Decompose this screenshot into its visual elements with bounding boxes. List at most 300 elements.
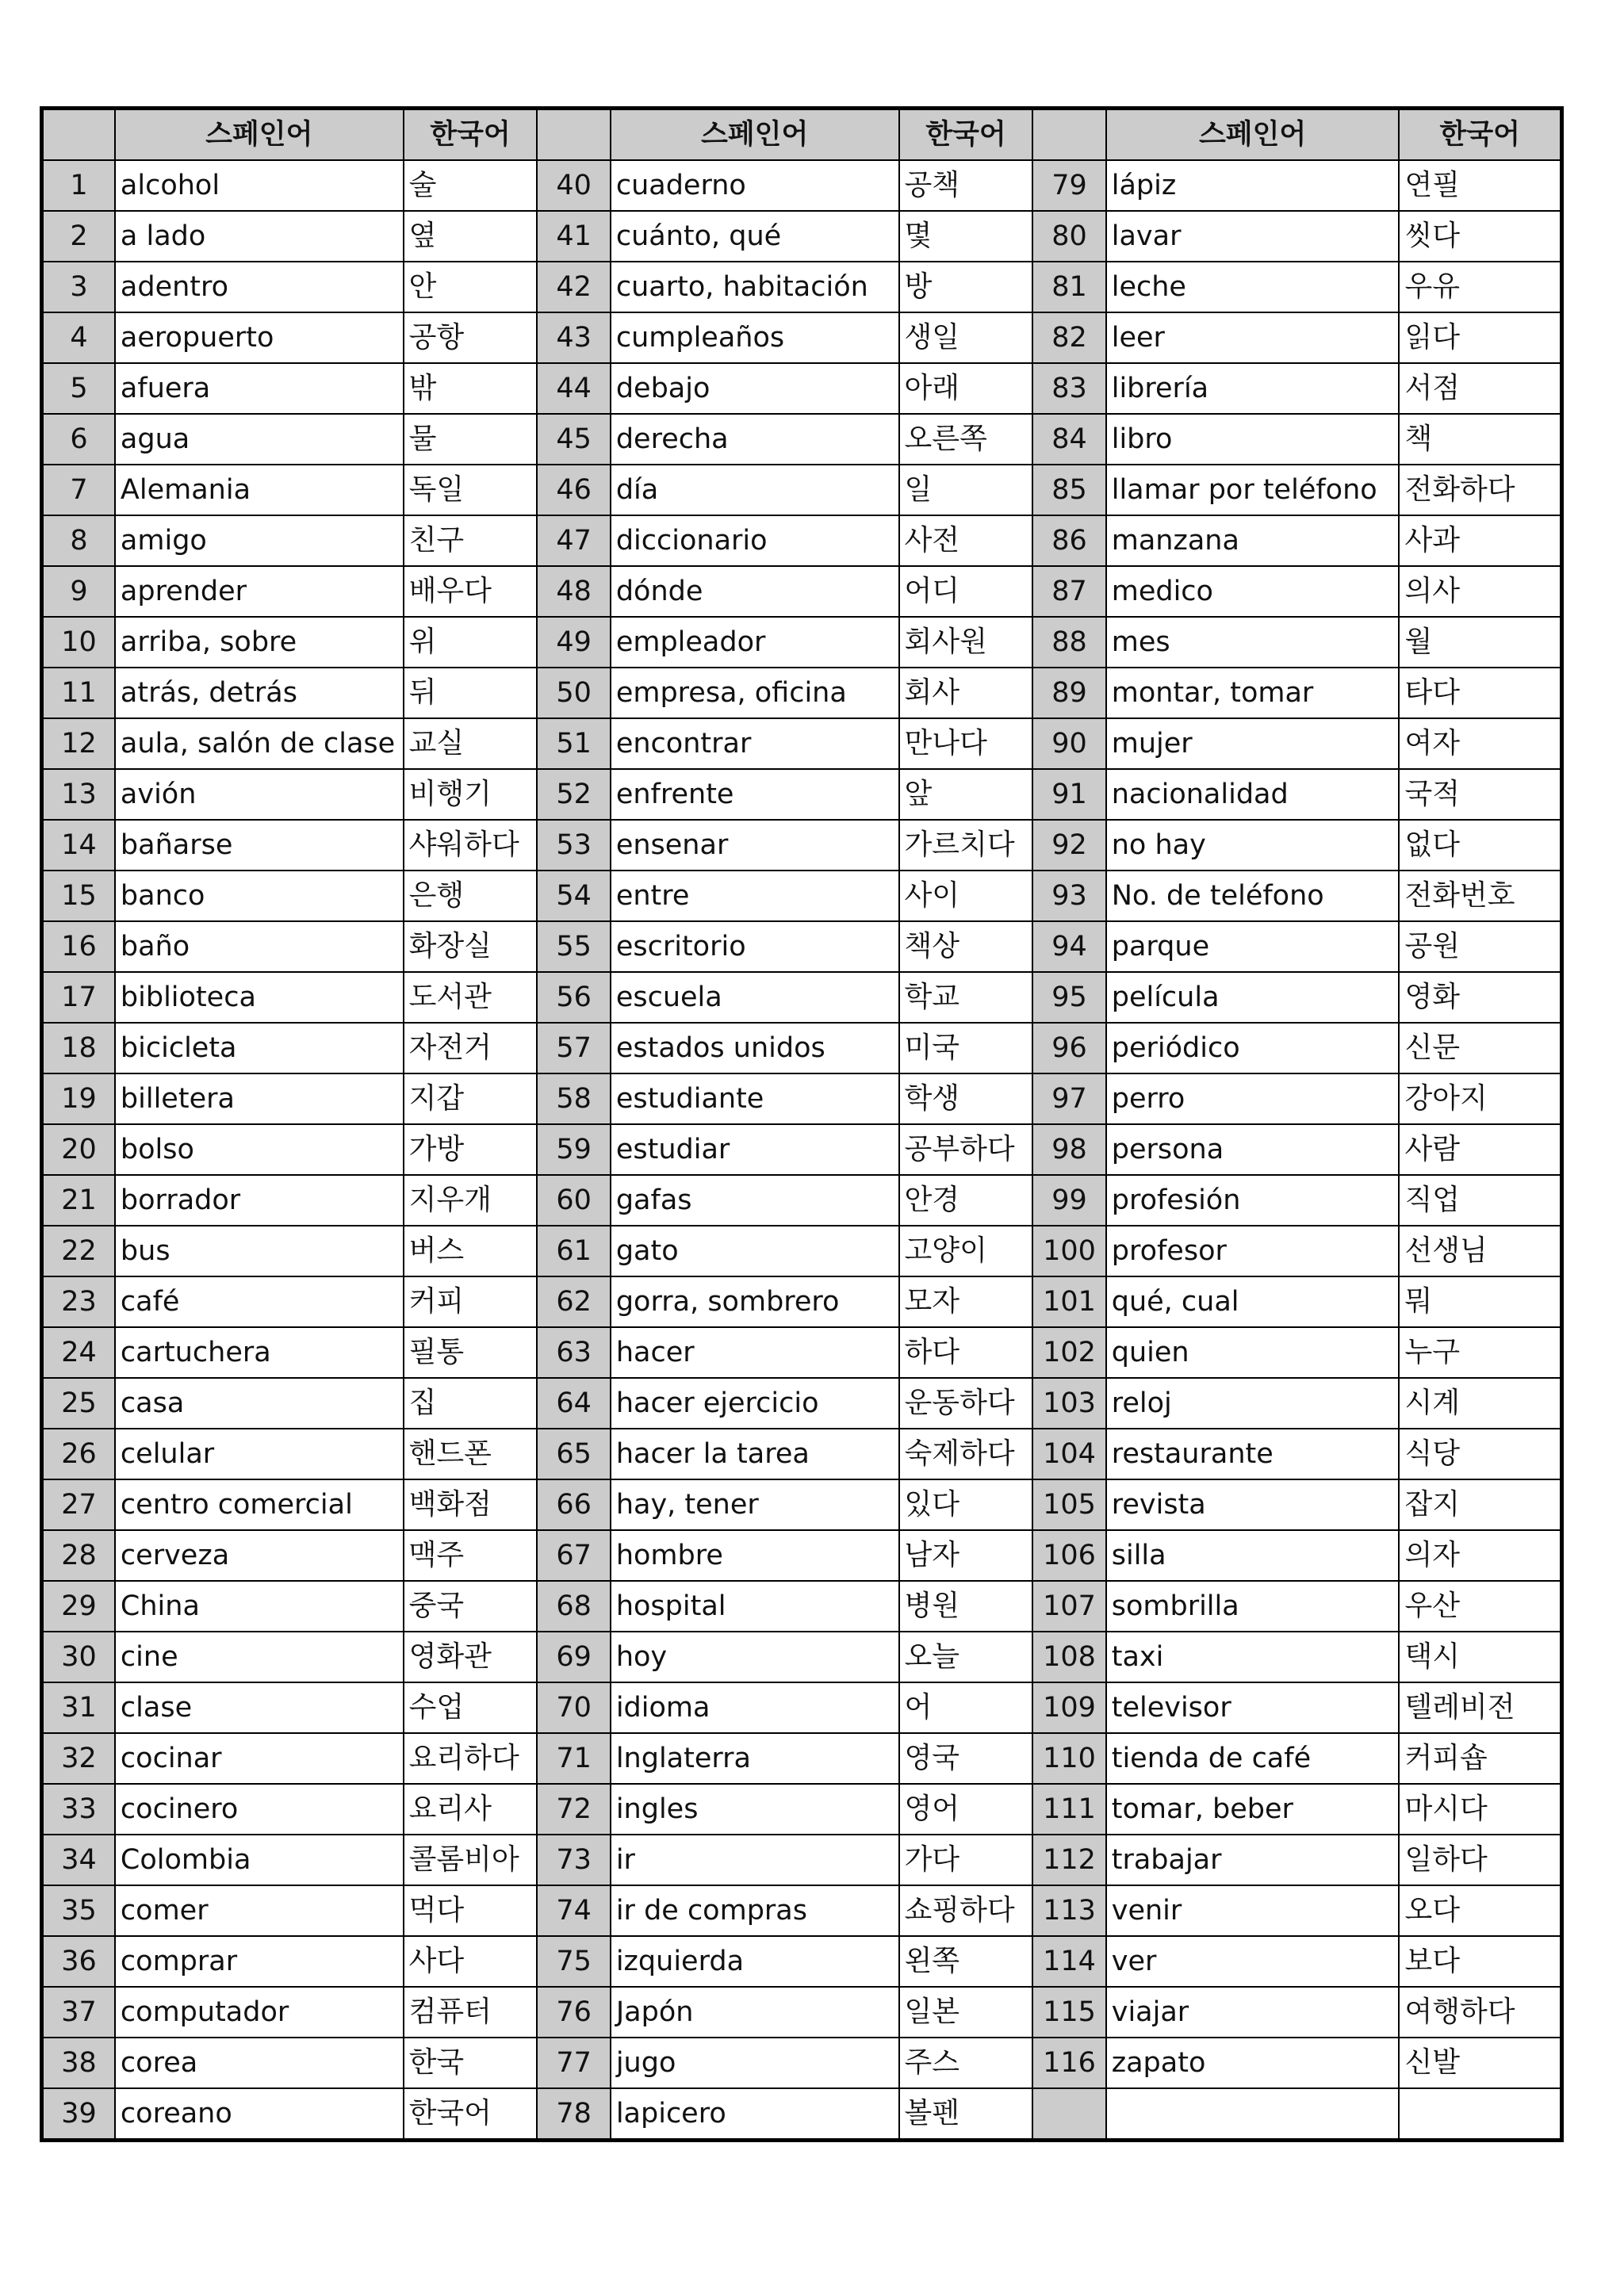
korean-word-cell: 만나다 xyxy=(899,718,1033,769)
entry-number-cell: 111 xyxy=(1032,1784,1105,1835)
spanish-word-cell: cuarto, habitación xyxy=(611,262,899,312)
korean-word-cell: 공항 xyxy=(404,312,538,363)
entry-number-cell: 65 xyxy=(537,1429,610,1479)
spanish-word-cell: silla xyxy=(1106,1530,1400,1581)
spanish-word-cell: cine xyxy=(115,1632,404,1682)
spanish-word-cell: banco xyxy=(115,871,404,921)
spanish-word-cell: estudiante xyxy=(611,1073,899,1124)
spanish-word-cell: parque xyxy=(1106,921,1400,972)
spanish-word-cell: computador xyxy=(115,1987,404,2038)
entry-number-cell: 16 xyxy=(42,921,115,972)
entry-number-cell: 109 xyxy=(1032,1682,1105,1733)
table-row xyxy=(42,668,1562,718)
entry-number-cell: 17 xyxy=(42,972,115,1023)
korean-word-cell: 먹다 xyxy=(404,1885,538,1936)
table-row xyxy=(42,1226,1562,1276)
spanish-word-cell: escuela xyxy=(611,972,899,1023)
korean-word-cell: 전화하다 xyxy=(1399,465,1561,515)
entry-number-cell: 100 xyxy=(1032,1226,1105,1276)
entry-number-cell: 49 xyxy=(537,617,610,668)
entry-number-cell: 71 xyxy=(537,1733,610,1784)
table-row xyxy=(42,871,1562,921)
spanish-word-cell: corea xyxy=(115,2038,404,2088)
korean-word-cell: 백화점 xyxy=(404,1479,538,1530)
korean-word-cell: 커피숍 xyxy=(1399,1733,1561,1784)
spanish-word-cell: periódico xyxy=(1106,1023,1400,1073)
korean-word-cell: 미국 xyxy=(899,1023,1033,1073)
spanish-word-cell: bañarse xyxy=(115,820,404,871)
korean-word-cell: 회사원 xyxy=(899,617,1033,668)
entry-number-cell: 43 xyxy=(537,312,610,363)
entry-number-cell: 90 xyxy=(1032,718,1105,769)
entry-number-cell: 104 xyxy=(1032,1429,1105,1479)
korean-word-cell: 택시 xyxy=(1399,1632,1561,1682)
korean-word-cell: 방 xyxy=(899,262,1033,312)
entry-number-cell: 67 xyxy=(537,1530,610,1581)
korean-word-cell: 없다 xyxy=(1399,820,1561,871)
spanish-word-cell: aeropuerto xyxy=(115,312,404,363)
entry-number-cell: 99 xyxy=(1032,1175,1105,1226)
spanish-word-cell: cuánto, qué xyxy=(611,211,899,262)
spanish-word-cell: alcohol xyxy=(115,160,404,211)
spanish-word-cell: libro xyxy=(1106,414,1400,465)
spanish-word-cell: aula, salón de clase xyxy=(115,718,404,769)
entry-number-cell: 19 xyxy=(42,1073,115,1124)
entry-number-cell: 86 xyxy=(1032,515,1105,566)
spanish-word-cell: casa xyxy=(115,1378,404,1429)
entry-number-cell: 42 xyxy=(537,262,610,312)
entry-number-cell: 88 xyxy=(1032,617,1105,668)
vocabulary-table xyxy=(40,106,1564,2142)
entry-number-cell: 82 xyxy=(1032,312,1105,363)
spanish-word-cell: librería xyxy=(1106,363,1400,414)
korean-word-cell: 의자 xyxy=(1399,1530,1561,1581)
entry-number-cell: 1 xyxy=(42,160,115,211)
korean-word-cell: 필통 xyxy=(404,1327,538,1378)
table-header xyxy=(42,109,1562,161)
spanish-word-cell: viajar xyxy=(1106,1987,1400,2038)
spanish-word-cell: lnglaterra xyxy=(611,1733,899,1784)
korean-word-cell: 배우다 xyxy=(404,566,538,617)
korean-word-cell: 교실 xyxy=(404,718,538,769)
spanish-word-cell: dónde xyxy=(611,566,899,617)
spanish-word-cell: a lado xyxy=(115,211,404,262)
korean-word-cell: 사람 xyxy=(1399,1124,1561,1175)
entry-number-cell: 116 xyxy=(1032,2038,1105,2088)
header-korean-cell: 한국어 xyxy=(404,109,538,161)
korean-word-cell: 시계 xyxy=(1399,1378,1561,1429)
korean-word-cell: 컴퓨터 xyxy=(404,1987,538,2038)
entry-number-cell: 12 xyxy=(42,718,115,769)
entry-number-cell: 9 xyxy=(42,566,115,617)
korean-word-cell: 어 xyxy=(899,1682,1033,1733)
korean-word-cell: 안 xyxy=(404,262,538,312)
korean-word-cell: 월 xyxy=(1399,617,1561,668)
entry-number-cell: 70 xyxy=(537,1682,610,1733)
entry-number-cell: 53 xyxy=(537,820,610,871)
spanish-word-cell: No. de teléfono xyxy=(1106,871,1400,921)
korean-word-cell: 지우개 xyxy=(404,1175,538,1226)
korean-word-cell: 전화번호 xyxy=(1399,871,1561,921)
entry-number-cell: 110 xyxy=(1032,1733,1105,1784)
korean-word-cell: 영화관 xyxy=(404,1632,538,1682)
entry-number-cell: 78 xyxy=(537,2088,610,2141)
spanish-word-cell: hay, tener xyxy=(611,1479,899,1530)
entry-number-cell: 84 xyxy=(1032,414,1105,465)
entry-number-cell: 29 xyxy=(42,1581,115,1632)
entry-number-cell: 13 xyxy=(42,769,115,820)
spanish-word-cell: reloj xyxy=(1106,1378,1400,1429)
table-row xyxy=(42,1073,1562,1124)
spanish-word-cell: diccionario xyxy=(611,515,899,566)
korean-word-cell: 신문 xyxy=(1399,1023,1561,1073)
korean-word-cell xyxy=(1399,2088,1561,2141)
korean-word-cell: 공부하다 xyxy=(899,1124,1033,1175)
korean-word-cell: 비행기 xyxy=(404,769,538,820)
korean-word-cell: 우유 xyxy=(1399,262,1561,312)
table-row xyxy=(42,617,1562,668)
spanish-word-cell: estudiar xyxy=(611,1124,899,1175)
korean-word-cell: 텔레비전 xyxy=(1399,1682,1561,1733)
entry-number-cell: 91 xyxy=(1032,769,1105,820)
korean-word-cell: 수업 xyxy=(404,1682,538,1733)
korean-word-cell: 쇼핑하다 xyxy=(899,1885,1033,1936)
entry-number-cell: 75 xyxy=(537,1936,610,1987)
entry-number-cell: 15 xyxy=(42,871,115,921)
korean-word-cell: 공원 xyxy=(1399,921,1561,972)
entry-number-cell: 93 xyxy=(1032,871,1105,921)
korean-word-cell: 밖 xyxy=(404,363,538,414)
spanish-word-cell: hoy xyxy=(611,1632,899,1682)
korean-word-cell: 타다 xyxy=(1399,668,1561,718)
spanish-word-cell: empleador xyxy=(611,617,899,668)
entry-number-cell: 89 xyxy=(1032,668,1105,718)
entry-number-cell: 61 xyxy=(537,1226,610,1276)
korean-word-cell: 서점 xyxy=(1399,363,1561,414)
spanish-word-cell: cuaderno xyxy=(611,160,899,211)
header-num-cell xyxy=(1032,109,1105,161)
spanish-word-cell: entre xyxy=(611,871,899,921)
spanish-word-cell: hacer ejercicio xyxy=(611,1378,899,1429)
korean-word-cell: 잡지 xyxy=(1399,1479,1561,1530)
spanish-word-cell: mes xyxy=(1106,617,1400,668)
korean-word-cell: 커피 xyxy=(404,1276,538,1327)
entry-number-cell: 28 xyxy=(42,1530,115,1581)
entry-number-cell: 80 xyxy=(1032,211,1105,262)
entry-number-cell: 6 xyxy=(42,414,115,465)
spanish-word-cell: venir xyxy=(1106,1885,1400,1936)
entry-number-cell: 108 xyxy=(1032,1632,1105,1682)
korean-word-cell: 중국 xyxy=(404,1581,538,1632)
korean-word-cell: 은행 xyxy=(404,871,538,921)
korean-word-cell: 사과 xyxy=(1399,515,1561,566)
spanish-word-cell: perro xyxy=(1106,1073,1400,1124)
entry-number-cell: 21 xyxy=(42,1175,115,1226)
spanish-word-cell: afuera xyxy=(115,363,404,414)
korean-word-cell: 병원 xyxy=(899,1581,1033,1632)
spanish-word-cell: medico xyxy=(1106,566,1400,617)
korean-word-cell: 씻다 xyxy=(1399,211,1561,262)
korean-word-cell: 물 xyxy=(404,414,538,465)
entry-number-cell: 95 xyxy=(1032,972,1105,1023)
table-row xyxy=(42,1581,1562,1632)
korean-word-cell: 하다 xyxy=(899,1327,1033,1378)
entry-number-cell: 26 xyxy=(42,1429,115,1479)
spanish-word-cell: película xyxy=(1106,972,1400,1023)
spanish-word-cell: montar, tomar xyxy=(1106,668,1400,718)
korean-word-cell: 연필 xyxy=(1399,160,1561,211)
entry-number-cell: 55 xyxy=(537,921,610,972)
table-row xyxy=(42,921,1562,972)
spanish-word-cell: cocinar xyxy=(115,1733,404,1784)
spanish-word-cell: coreano xyxy=(115,2088,404,2141)
spanish-word-cell: taxi xyxy=(1106,1632,1400,1682)
spanish-word-cell: adentro xyxy=(115,262,404,312)
korean-word-cell: 안경 xyxy=(899,1175,1033,1226)
entry-number-cell: 40 xyxy=(537,160,610,211)
korean-word-cell: 학생 xyxy=(899,1073,1033,1124)
korean-word-cell: 일본 xyxy=(899,1987,1033,2038)
korean-word-cell: 일 xyxy=(899,465,1033,515)
korean-word-cell: 요리사 xyxy=(404,1784,538,1835)
spanish-word-cell: día xyxy=(611,465,899,515)
table-row xyxy=(42,211,1562,262)
korean-word-cell: 고양이 xyxy=(899,1226,1033,1276)
entry-number-cell: 94 xyxy=(1032,921,1105,972)
entry-number-cell: 30 xyxy=(42,1632,115,1682)
korean-word-cell: 강아지 xyxy=(1399,1073,1561,1124)
korean-word-cell: 콜롬비아 xyxy=(404,1835,538,1885)
table-row xyxy=(42,1530,1562,1581)
spanish-word-cell: hacer la tarea xyxy=(611,1429,899,1479)
entry-number-cell: 76 xyxy=(537,1987,610,2038)
spanish-word-cell: baño xyxy=(115,921,404,972)
spanish-word-cell: televisor xyxy=(1106,1682,1400,1733)
spanish-word-cell: China xyxy=(115,1581,404,1632)
spanish-word-cell: lapicero xyxy=(611,2088,899,2141)
entry-number-cell: 60 xyxy=(537,1175,610,1226)
table-row xyxy=(42,566,1562,617)
entry-number-cell: 77 xyxy=(537,2038,610,2088)
entry-number-cell: 113 xyxy=(1032,1885,1105,1936)
korean-word-cell: 오른쪽 xyxy=(899,414,1033,465)
spanish-word-cell: arriba, sobre xyxy=(115,617,404,668)
entry-number-cell: 115 xyxy=(1032,1987,1105,2038)
table-row xyxy=(42,1429,1562,1479)
table-row xyxy=(42,312,1562,363)
entry-number-cell: 87 xyxy=(1032,566,1105,617)
spanish-word-cell: atrás, detrás xyxy=(115,668,404,718)
spanish-word-cell: ver xyxy=(1106,1936,1400,1987)
korean-word-cell: 여행하다 xyxy=(1399,1987,1561,2038)
spanish-word-cell: lápiz xyxy=(1106,160,1400,211)
spanish-word-cell: qué, cual xyxy=(1106,1276,1400,1327)
spanish-word-cell: encontrar xyxy=(611,718,899,769)
korean-word-cell: 가다 xyxy=(899,1835,1033,1885)
table-row xyxy=(42,1784,1562,1835)
table-row xyxy=(42,1378,1562,1429)
korean-word-cell: 어디 xyxy=(899,566,1033,617)
spanish-word-cell: debajo xyxy=(611,363,899,414)
spanish-word-cell: profesión xyxy=(1106,1175,1400,1226)
entry-number-cell: 52 xyxy=(537,769,610,820)
spanish-word-cell: leche xyxy=(1106,262,1400,312)
korean-word-cell: 한국어 xyxy=(404,2088,538,2141)
entry-number-cell: 22 xyxy=(42,1226,115,1276)
table-row xyxy=(42,414,1562,465)
table-row xyxy=(42,1936,1562,1987)
entry-number-cell: 102 xyxy=(1032,1327,1105,1378)
entry-number-cell: 46 xyxy=(537,465,610,515)
korean-word-cell: 친구 xyxy=(404,515,538,566)
table-row xyxy=(42,2088,1562,2141)
spanish-word-cell: gorra, sombrero xyxy=(611,1276,899,1327)
table-row xyxy=(42,160,1562,211)
spanish-word-cell: trabajar xyxy=(1106,1835,1400,1885)
spanish-word-cell: idioma xyxy=(611,1682,899,1733)
korean-word-cell: 회사 xyxy=(899,668,1033,718)
table-row xyxy=(42,1124,1562,1175)
korean-word-cell: 자전거 xyxy=(404,1023,538,1073)
spanish-word-cell: revista xyxy=(1106,1479,1400,1530)
spanish-word-cell: bicicleta xyxy=(115,1023,404,1073)
table-row xyxy=(42,769,1562,820)
entry-number-cell: 5 xyxy=(42,363,115,414)
table-body xyxy=(42,160,1562,2141)
entry-number-cell: 101 xyxy=(1032,1276,1105,1327)
korean-word-cell: 맥주 xyxy=(404,1530,538,1581)
entry-number-cell: 10 xyxy=(42,617,115,668)
korean-word-cell: 옆 xyxy=(404,211,538,262)
spanish-word-cell: tomar, beber xyxy=(1106,1784,1400,1835)
entry-number-cell: 54 xyxy=(537,871,610,921)
korean-word-cell: 마시다 xyxy=(1399,1784,1561,1835)
korean-word-cell: 오다 xyxy=(1399,1885,1561,1936)
spanish-word-cell: café xyxy=(115,1276,404,1327)
entry-number-cell: 34 xyxy=(42,1835,115,1885)
korean-word-cell: 있다 xyxy=(899,1479,1033,1530)
spanish-word-cell: hombre xyxy=(611,1530,899,1581)
entry-number-cell: 47 xyxy=(537,515,610,566)
table-row xyxy=(42,262,1562,312)
spanish-word-cell: gafas xyxy=(611,1175,899,1226)
korean-word-cell: 직업 xyxy=(1399,1175,1561,1226)
table-row xyxy=(42,1682,1562,1733)
entry-number-cell: 45 xyxy=(537,414,610,465)
table-row xyxy=(42,1632,1562,1682)
table-row xyxy=(42,1175,1562,1226)
korean-word-cell: 영화 xyxy=(1399,972,1561,1023)
korean-word-cell: 왼쪽 xyxy=(899,1936,1033,1987)
spanish-word-cell: lavar xyxy=(1106,211,1400,262)
korean-word-cell: 공책 xyxy=(899,160,1033,211)
spanish-word-cell: nacionalidad xyxy=(1106,769,1400,820)
entry-number-cell: 72 xyxy=(537,1784,610,1835)
korean-word-cell: 앞 xyxy=(899,769,1033,820)
korean-word-cell: 아래 xyxy=(899,363,1033,414)
entry-number-cell: 11 xyxy=(42,668,115,718)
spanish-word-cell: Colombia xyxy=(115,1835,404,1885)
korean-word-cell: 핸드폰 xyxy=(404,1429,538,1479)
entry-number-cell: 106 xyxy=(1032,1530,1105,1581)
korean-word-cell: 뒤 xyxy=(404,668,538,718)
spanish-word-cell: no hay xyxy=(1106,820,1400,871)
table-row xyxy=(42,363,1562,414)
korean-word-cell: 사전 xyxy=(899,515,1033,566)
spanish-word-cell: sombrilla xyxy=(1106,1581,1400,1632)
entry-number-cell: 112 xyxy=(1032,1835,1105,1885)
header-spanish-cell: 스페인어 xyxy=(115,109,404,161)
entry-number-cell: 57 xyxy=(537,1023,610,1073)
entry-number-cell: 44 xyxy=(537,363,610,414)
table-row xyxy=(42,1733,1562,1784)
korean-word-cell: 가르치다 xyxy=(899,820,1033,871)
spanish-word-cell: clase xyxy=(115,1682,404,1733)
korean-word-cell: 국적 xyxy=(1399,769,1561,820)
korean-word-cell: 주스 xyxy=(899,2038,1033,2088)
spanish-word-cell: cartuchera xyxy=(115,1327,404,1378)
korean-word-cell: 영국 xyxy=(899,1733,1033,1784)
korean-word-cell: 도서관 xyxy=(404,972,538,1023)
korean-word-cell: 볼펜 xyxy=(899,2088,1033,2141)
korean-word-cell: 몇 xyxy=(899,211,1033,262)
korean-word-cell: 오늘 xyxy=(899,1632,1033,1682)
table-row xyxy=(42,1885,1562,1936)
spanish-word-cell: zapato xyxy=(1106,2038,1400,2088)
korean-word-cell: 식당 xyxy=(1399,1429,1561,1479)
korean-word-cell: 책 xyxy=(1399,414,1561,465)
korean-word-cell: 보다 xyxy=(1399,1936,1561,1987)
entry-number-cell: 25 xyxy=(42,1378,115,1429)
spanish-word-cell: enfrente xyxy=(611,769,899,820)
entry-number-cell: 64 xyxy=(537,1378,610,1429)
entry-number-cell: 62 xyxy=(537,1276,610,1327)
spanish-word-cell: escritorio xyxy=(611,921,899,972)
entry-number-cell: 68 xyxy=(537,1581,610,1632)
korean-word-cell: 뭐 xyxy=(1399,1276,1561,1327)
entry-number-cell: 73 xyxy=(537,1835,610,1885)
korean-word-cell: 위 xyxy=(404,617,538,668)
korean-word-cell: 숙제하다 xyxy=(899,1429,1033,1479)
spanish-word-cell: aprender xyxy=(115,566,404,617)
entry-number-cell: 38 xyxy=(42,2038,115,2088)
table-row xyxy=(42,1835,1562,1885)
korean-word-cell: 운동하다 xyxy=(899,1378,1033,1429)
entry-number-cell: 69 xyxy=(537,1632,610,1682)
table-row xyxy=(42,1327,1562,1378)
header-num-cell xyxy=(537,109,610,161)
spanish-word-cell: agua xyxy=(115,414,404,465)
spanish-word-cell: leer xyxy=(1106,312,1400,363)
korean-word-cell: 책상 xyxy=(899,921,1033,972)
spanish-word-cell: empresa, oficina xyxy=(611,668,899,718)
entry-number-cell: 18 xyxy=(42,1023,115,1073)
spanish-word-cell: comer xyxy=(115,1885,404,1936)
spanish-word-cell: avión xyxy=(115,769,404,820)
table-row xyxy=(42,465,1562,515)
korean-word-cell: 읽다 xyxy=(1399,312,1561,363)
entry-number-cell: 63 xyxy=(537,1327,610,1378)
korean-word-cell: 생일 xyxy=(899,312,1033,363)
entry-number-cell: 98 xyxy=(1032,1124,1105,1175)
entry-number-cell xyxy=(1032,2088,1105,2141)
korean-word-cell: 선생님 xyxy=(1399,1226,1561,1276)
entry-number-cell: 32 xyxy=(42,1733,115,1784)
spanish-word-cell: cerveza xyxy=(115,1530,404,1581)
spanish-word-cell: ingles xyxy=(611,1784,899,1835)
entry-number-cell: 85 xyxy=(1032,465,1105,515)
spanish-word-cell: borrador xyxy=(115,1175,404,1226)
